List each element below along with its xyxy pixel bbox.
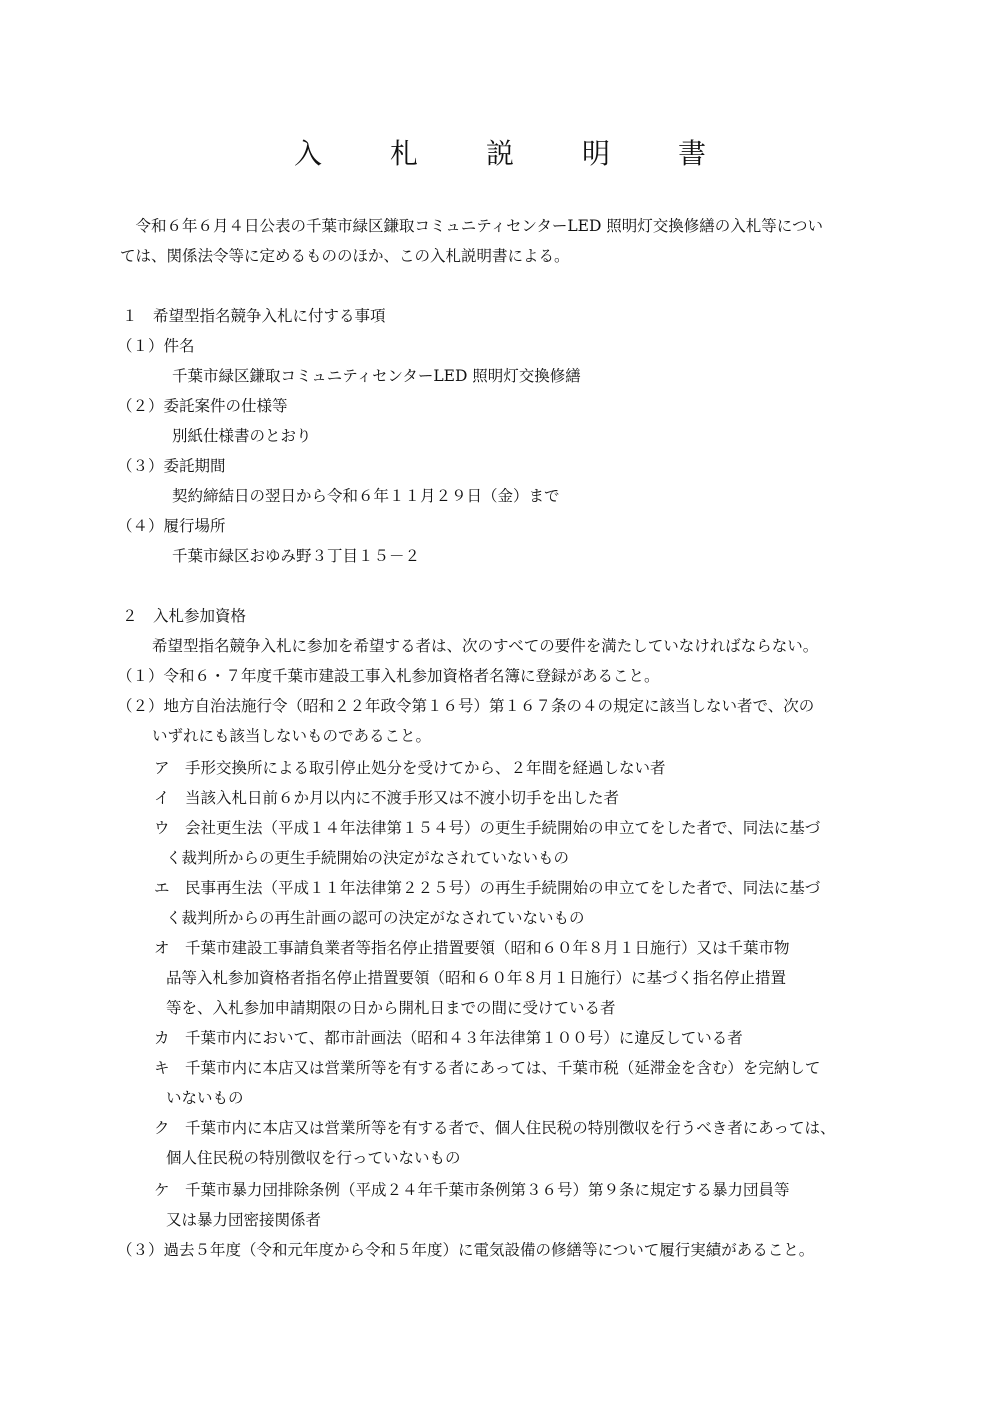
document-title	[0, 132, 1000, 172]
title-char: 説	[485, 137, 514, 170]
sub-item-cont: く裁判所からの再生計画の認可の決定がなされていないもの	[166, 909, 585, 927]
requirement-item: （３）過去５年度（令和元年度から令和５年度）に電気設備の修繕等について履行実績があること。	[117, 1241, 815, 1259]
requirement-item-cont: いずれにも該当しないものであること。	[152, 727, 432, 745]
sub-item: イ 当該入札日前６か月以内に不渡手形又は不渡小切手を出した者	[154, 789, 620, 807]
item-value: 千葉市緑区おゆみ野３丁目１５－２	[172, 547, 421, 565]
sub-item: ク 千葉市内に本店又は営業所等を有する者で、個人住民税の特別徴収を行うべき者にあっては、	[154, 1119, 836, 1137]
sub-item-cont: 個人住民税の特別徴収を行っていないもの	[166, 1149, 461, 1167]
section-lead: 希望型指名競争入札に参加を希望する者は、次のすべての要件を満たしていなければならない。	[152, 637, 819, 655]
intro-line: 令和６年６月４日公表の千葉市緑区鎌取コミュニティセンターLED 照明灯交換修繕の入札等につい	[120, 217, 823, 235]
item-label: （１）件名	[117, 337, 195, 355]
section-heading: １ 希望型指名競争入札に付する事項	[122, 307, 386, 325]
sub-item: カ 千葉市内において、都市計画法（昭和４３年法律第１００号）に違反している者	[154, 1029, 743, 1047]
sub-item-cont: 又は暴力団密接関係者	[166, 1211, 322, 1229]
title-char: 札	[389, 137, 418, 170]
sub-item: キ 千葉市内に本店又は営業所等を有する者にあっては、千葉市税（延滞金を含む）を完納して	[154, 1059, 821, 1077]
sub-item-cont: く裁判所からの更生手続開始の決定がなされていないもの	[166, 849, 570, 867]
intro-line: ては、関係法令等に定めるもののほか、この入札説明書による。	[120, 247, 570, 265]
title-char: 書	[678, 137, 707, 170]
sub-item: ウ 会社更生法（平成１４年法律第１５４号）の更生手続開始の申立てをした者で、同法に基づ	[154, 819, 821, 837]
item-value: 千葉市緑区鎌取コミュニティセンターLED 照明灯交換修繕	[172, 367, 581, 385]
section-heading: ２ 入札参加資格	[122, 607, 247, 625]
sub-item-cont: 等を、入札参加申請期限の日から開札日までの間に受けている者	[166, 999, 616, 1017]
title-char: 明	[582, 137, 611, 170]
item-value: 契約締結日の翌日から令和６年１１月２９日（金）まで	[172, 487, 560, 505]
sub-item-cont: 品等入札参加資格者指名停止措置要領（昭和６０年８月１日施行）に基づく指名停止措置	[166, 969, 787, 987]
sub-item: エ 民事再生法（平成１１年法律第２２５号）の再生手続開始の申立てをした者で、同法に基づ	[154, 879, 821, 897]
requirement-item: （１）令和６・７年度千葉市建設工事入札参加資格者名簿に登録があること。	[117, 667, 660, 685]
item-label: （２）委託案件の仕様等	[117, 397, 288, 415]
sub-item: ケ 千葉市暴力団排除条例（平成２４年千葉市条例第３６号）第９条に規定する暴力団員等	[154, 1181, 790, 1199]
sub-item-cont: いないもの	[166, 1089, 244, 1107]
sub-item: オ 千葉市建設工事請負業者等指名停止措置要領（昭和６０年８月１日施行）又は千葉市物	[154, 939, 790, 957]
item-value: 別紙仕様書のとおり	[172, 427, 312, 445]
title-char: 入	[293, 137, 322, 170]
item-label: （４）履行場所	[117, 517, 226, 535]
item-label: （３）委託期間	[117, 457, 226, 475]
requirement-item: （２）地方自治法施行令（昭和２２年政令第１６号）第１６７条の４の規定に該当しない者で、次の	[117, 697, 815, 715]
sub-item: ア 手形交換所による取引停止処分を受けてから、２年間を経過しない者	[154, 759, 666, 777]
